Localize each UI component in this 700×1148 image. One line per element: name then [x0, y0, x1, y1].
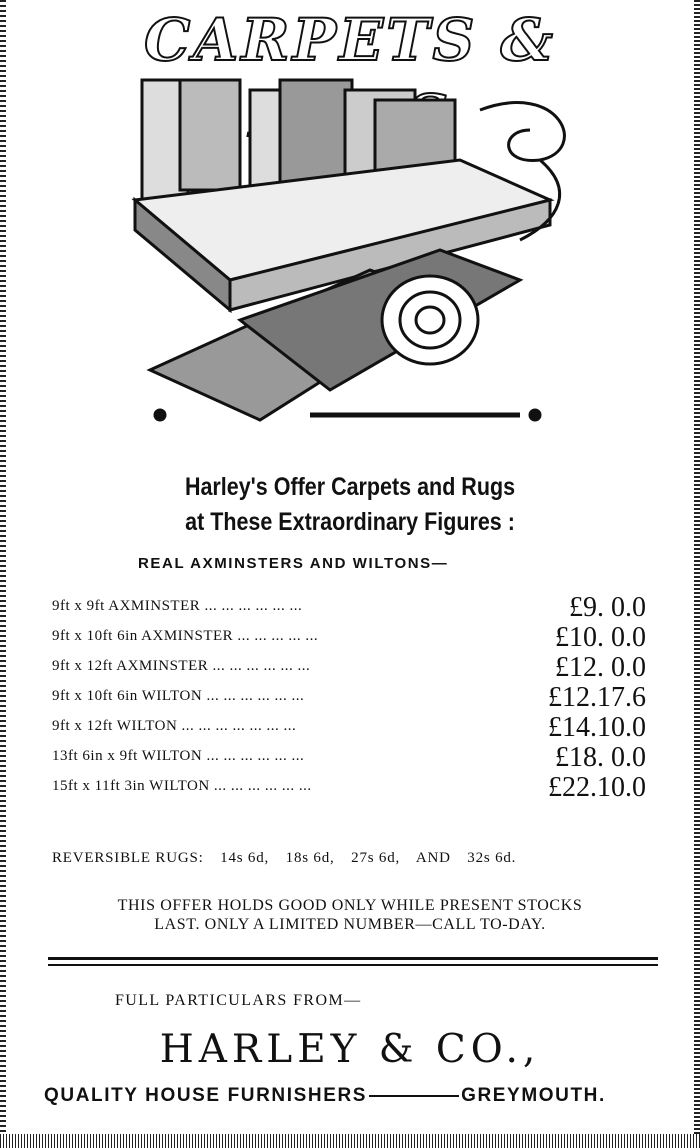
- price-row: [52, 592, 652, 622]
- price-row: [52, 652, 652, 682]
- reversible-rugs-label: REVERSIBLE RUGS:: [52, 850, 204, 866]
- bottom-border: [0, 1134, 700, 1148]
- divider-rule: [48, 957, 658, 960]
- offer-text-line-2: LAST. ONLY A LIMITED NUMBER—CALL TO-DAY.: [154, 916, 546, 933]
- divider-rule: [48, 964, 658, 966]
- price-row: [52, 742, 652, 772]
- company-name: HARLEY & CO.,: [159, 1027, 541, 1072]
- price-list: [52, 592, 652, 802]
- dash-rule: [369, 1095, 459, 1097]
- carpet-rug-illustration: [120, 70, 590, 440]
- price-item: 9ft x 10ft 6in WILTON ... ... ... ... ... ...: [52, 688, 305, 704]
- rug-price: 14s 6d,: [220, 850, 270, 866]
- rug-price-conjunction: AND: [415, 850, 451, 866]
- advert-title: CARPETS &: [144, 6, 556, 74]
- reversible-rugs-line: [52, 850, 528, 867]
- right-border: [694, 0, 700, 1148]
- price-item: 9ft x 12ft AXMINSTER ... ... ... ... ... ...: [52, 658, 311, 674]
- price-item: 15ft x 11ft 3in WILTON ... ... ... ... ... ...: [52, 778, 312, 794]
- price-value: £18. 0.0: [555, 742, 646, 773]
- price-value: £22.10.0: [548, 772, 646, 803]
- rug-price: 27s 6d,: [351, 850, 401, 866]
- price-value: £12.17.6: [548, 682, 646, 713]
- offer-text-line-1: THIS OFFER HOLDS GOOD ONLY WHILE PRESENT STOCKS: [117, 897, 583, 914]
- rug-price: 18s 6d,: [285, 850, 335, 866]
- left-border: [0, 0, 6, 1148]
- price-item: 9ft x 10ft 6in AXMINSTER ... ... ... ... ...: [52, 628, 319, 644]
- subhead: REAL AXMINSTERS AND WILTONS—: [138, 555, 449, 572]
- headline-line-2: at These Extraordinary Figures :: [185, 508, 515, 536]
- tagline: QUALITY HOUSE FURNISHERS: [44, 1085, 368, 1106]
- price-item: 9ft x 12ft WILTON ... ... ... ... ... ... ...: [52, 718, 297, 734]
- price-row: [52, 682, 652, 712]
- headline-line-1: Harley's Offer Carpets and Rugs: [184, 473, 516, 501]
- price-row: [52, 712, 652, 742]
- price-value: £9. 0.0: [569, 592, 646, 623]
- price-item: 13ft 6in x 9ft WILTON ... ... ... ... ... ...: [52, 748, 305, 764]
- particulars-text: FULL PARTICULARS FROM—: [115, 992, 362, 1009]
- price-value: £10. 0.0: [555, 622, 646, 653]
- price-value: £12. 0.0: [555, 652, 646, 683]
- footer-line: [44, 1085, 664, 1107]
- rug-price: 32s 6d.: [467, 850, 517, 866]
- price-row: [52, 622, 652, 652]
- price-value: £14.10.0: [548, 712, 646, 743]
- price-row: [52, 772, 652, 802]
- price-item: 9ft x 9ft AXMINSTER ... ... ... ... ... ...: [52, 598, 303, 614]
- town: GREYMOUTH.: [461, 1085, 606, 1106]
